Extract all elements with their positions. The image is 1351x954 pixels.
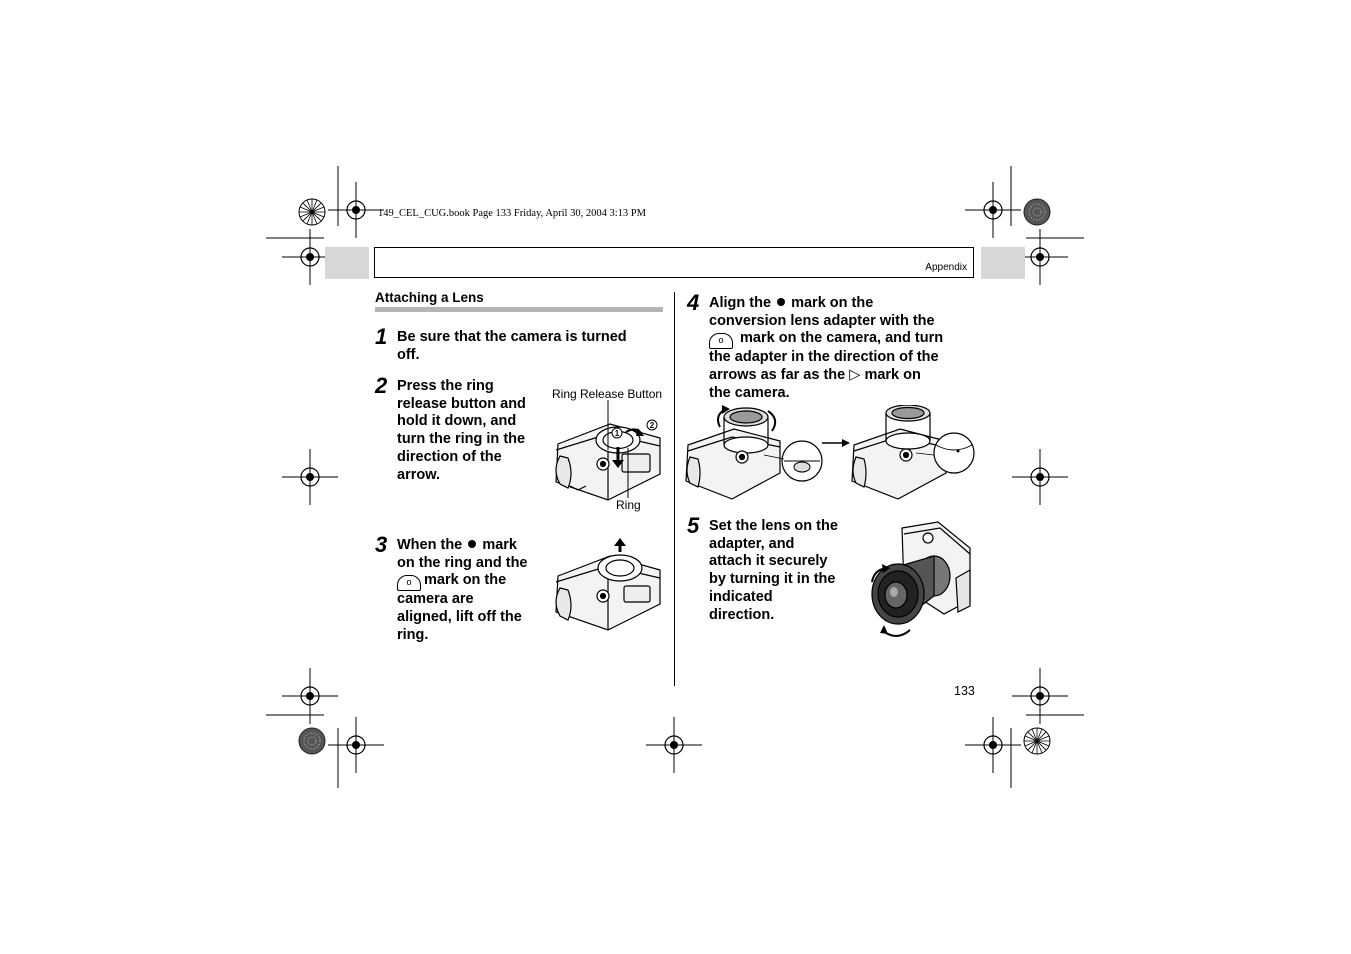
step-5-line: adapter, and <box>709 535 795 552</box>
step-5-line: direction. <box>709 606 775 623</box>
triangle-mark-icon: ▷ <box>849 367 861 384</box>
step-4-line: arrows as far as the <box>709 367 846 384</box>
step-3-line: ring. <box>397 626 429 643</box>
step-3-line: on the ring and the <box>397 554 528 571</box>
dot-mark-icon <box>468 540 476 548</box>
step-4-line: the adapter in the direction of the <box>709 349 939 366</box>
section-label: Appendix <box>925 262 967 273</box>
ring-release-button-label: Ring Release Button <box>552 387 663 401</box>
step-2-line: arrow. <box>397 466 440 483</box>
step-3-line: camera are <box>397 591 474 608</box>
step-2-line: turn the ring in the <box>397 431 526 448</box>
lens-mark-icon: o <box>397 575 421 591</box>
step-4-line: mark on the camera, and turn <box>740 330 944 347</box>
left-tab-marker <box>325 247 369 279</box>
step-4-number: 4 <box>687 290 700 315</box>
print-info-line: 149_CEL_CUG.book Page 133 Friday, April 30, 2004 3:13 PM <box>378 208 646 219</box>
adapter-alignment-illustration <box>684 405 978 505</box>
step-4-line: mark on <box>864 367 921 384</box>
step-2-number: 2 <box>375 373 388 398</box>
step-4-line: conversion lens adapter with the <box>709 312 935 329</box>
lens-mark-icon: o <box>709 333 733 349</box>
step-2-line: release button and <box>397 395 526 412</box>
ring-label: Ring <box>616 498 641 512</box>
step-3-line: aligned, lift off the <box>397 609 522 626</box>
step-5-text <box>709 518 859 624</box>
step-3-line: When the <box>397 537 463 553</box>
step-4-line: Align the <box>709 295 772 311</box>
step-1-number: 1 <box>375 324 388 349</box>
step-4-line: mark on the <box>791 295 874 311</box>
step-3-number: 3 <box>375 532 388 557</box>
section-title: Attaching a Lens <box>375 290 484 305</box>
camera-ring-release-illustration <box>548 400 666 508</box>
step-4-text <box>709 295 974 403</box>
dot-mark-icon <box>777 298 785 306</box>
step-5-number: 5 <box>687 513 700 538</box>
right-tab-marker <box>981 247 1025 279</box>
page-number: 133 <box>954 684 975 698</box>
step-2-line: hold it down, and <box>397 413 517 430</box>
step-4-line: the camera. <box>709 384 790 401</box>
camera-lift-ring-illustration <box>548 538 666 636</box>
step-2-line: direction of the <box>397 448 502 465</box>
step-5-line: indicated <box>709 588 773 605</box>
step-2-line: Press the ring <box>397 378 494 394</box>
page-header <box>374 247 974 278</box>
step-5-line: Set the lens on the <box>709 518 838 534</box>
column-divider <box>674 292 675 686</box>
lens-attach-illustration <box>864 518 976 644</box>
step-3-text <box>397 537 547 645</box>
step-5-line: by turning it in the <box>709 571 836 588</box>
section-underline <box>375 307 663 312</box>
step-1-text: Be sure that the camera is turned off. <box>397 329 627 363</box>
step-5-line: attach it securely <box>709 553 828 570</box>
step-3-line: mark on the <box>424 572 507 589</box>
step-3-line: mark <box>482 537 517 553</box>
callout-2-text: 2 <box>649 421 655 430</box>
callout-1-text: 1 <box>614 429 620 438</box>
step-2-text <box>397 378 547 484</box>
